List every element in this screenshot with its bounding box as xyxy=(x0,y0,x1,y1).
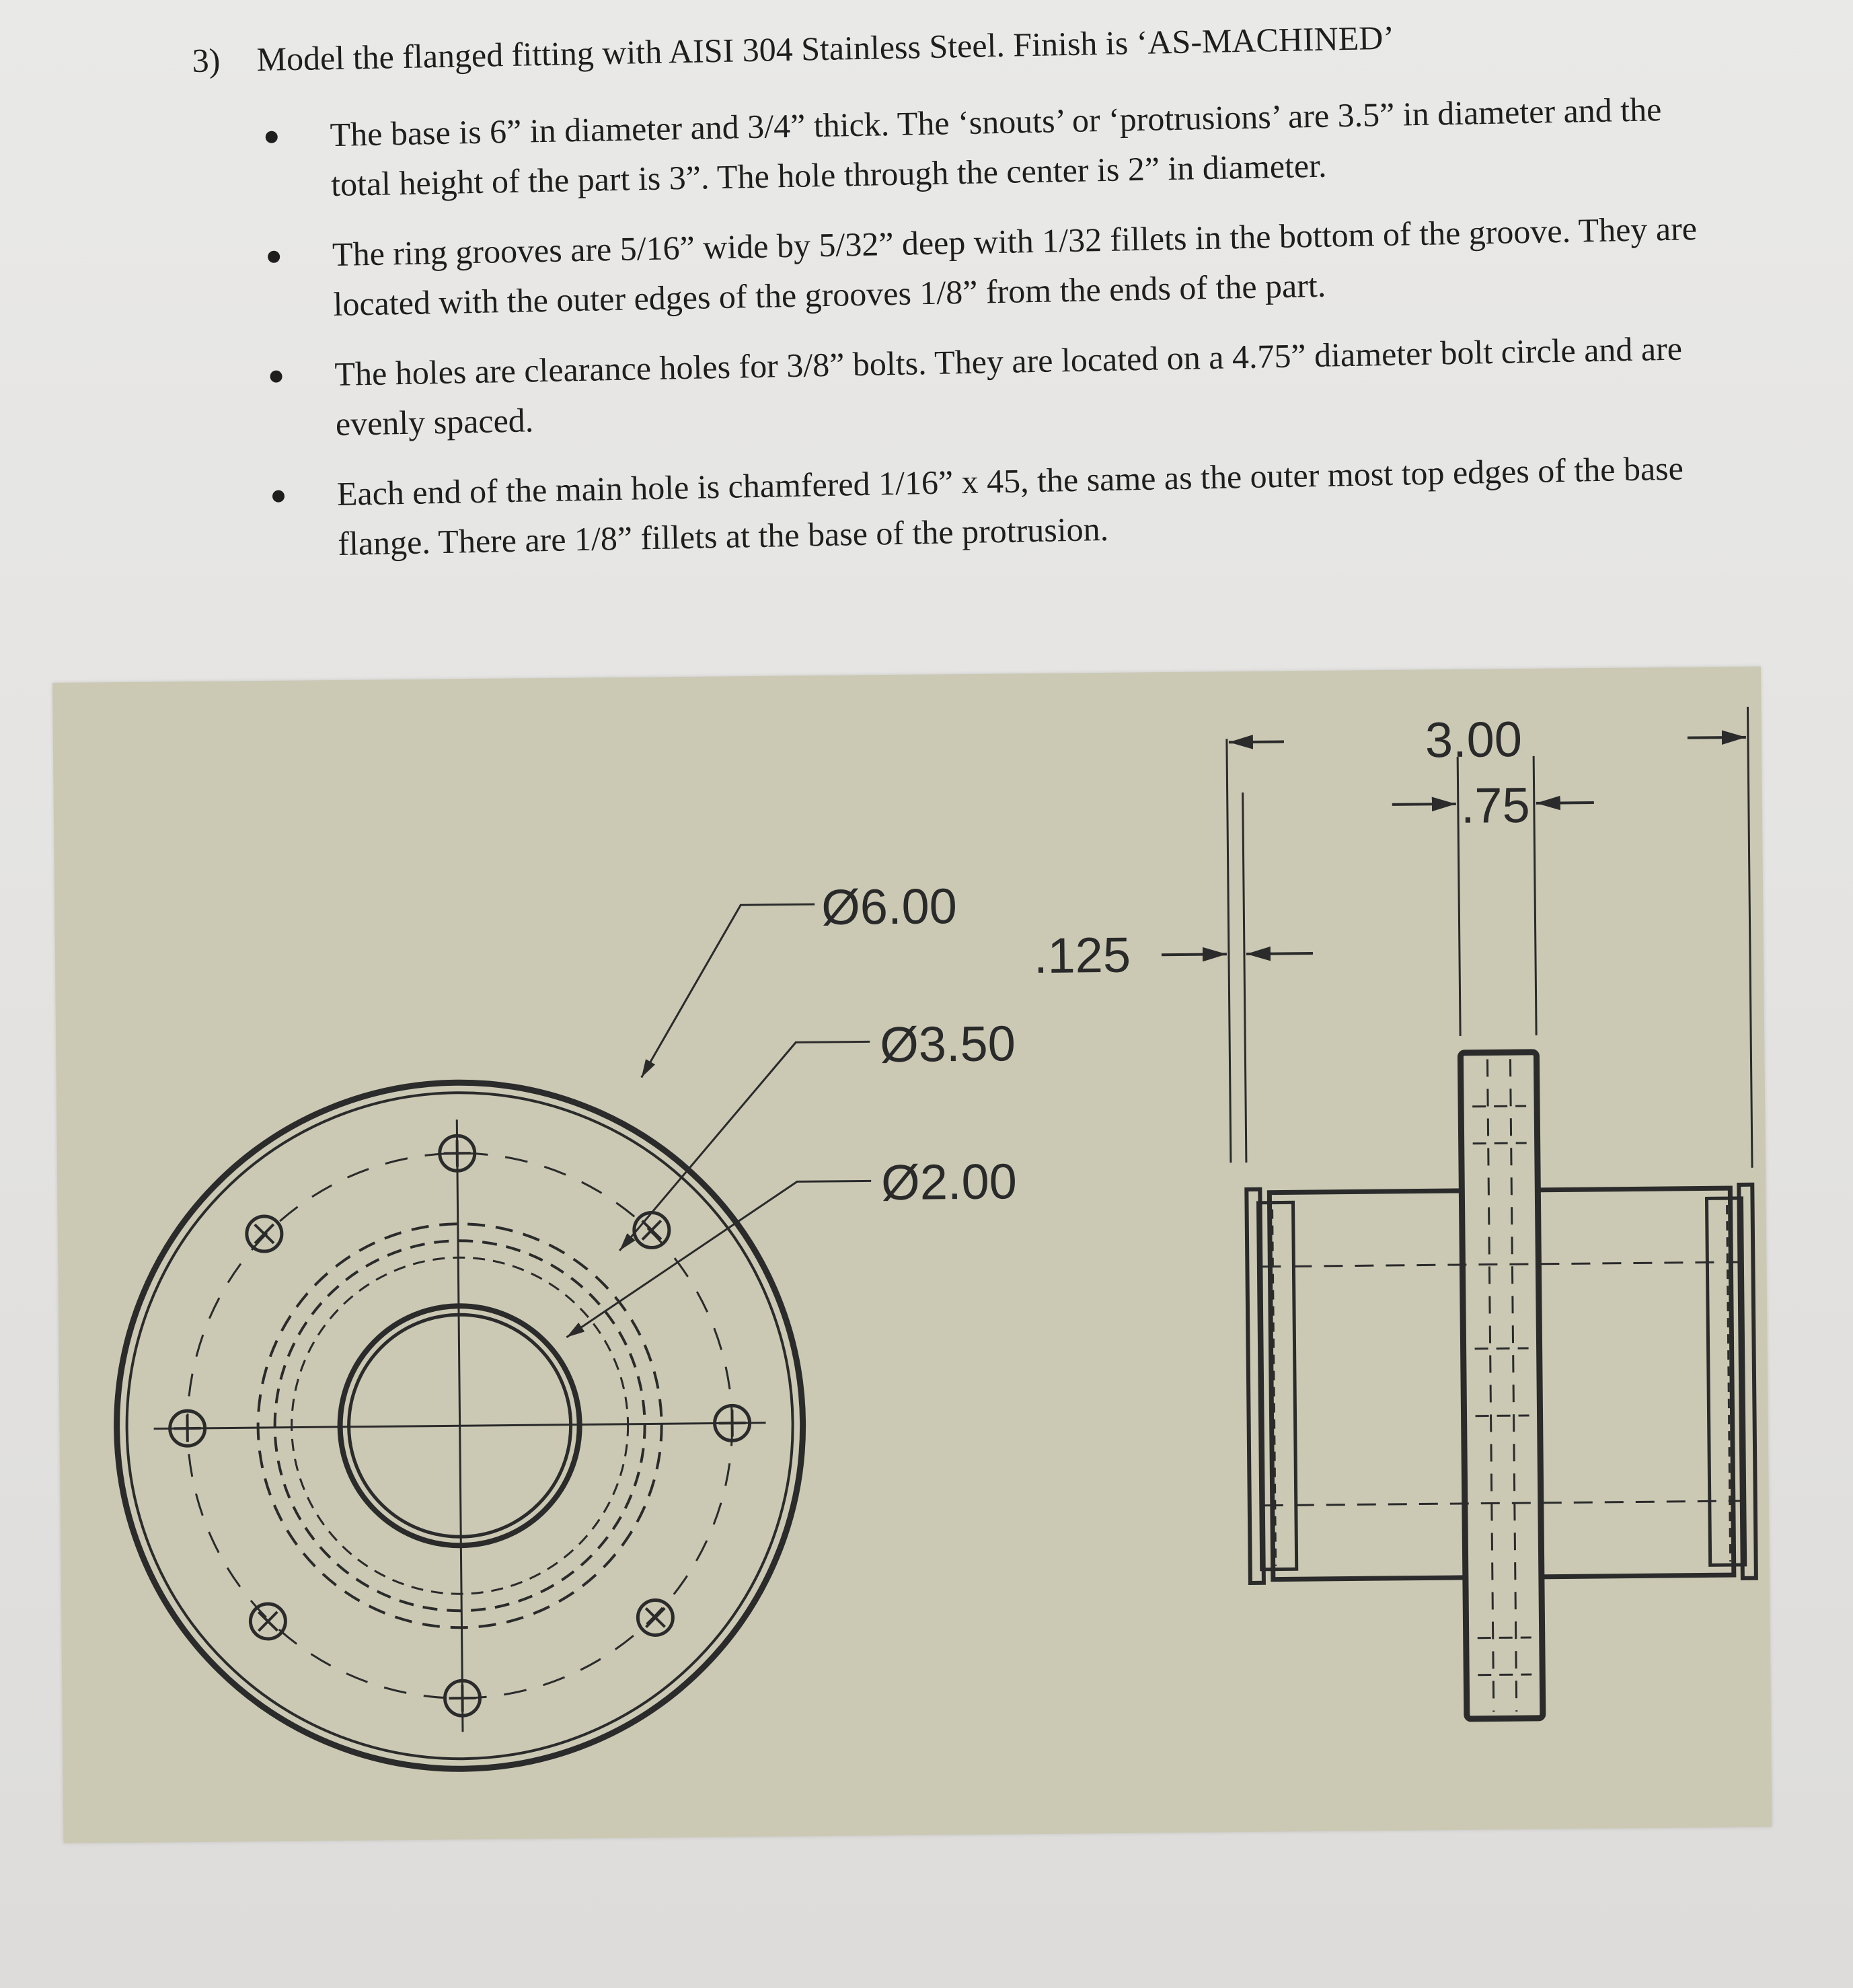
bolt-hole-bottom xyxy=(445,1681,480,1716)
dim-line-total-right xyxy=(1688,737,1746,738)
left-snout xyxy=(1269,1191,1466,1580)
flange-hidden-mark-4 xyxy=(1478,1674,1531,1675)
bullet-icon xyxy=(268,251,280,263)
dim-line-flange-left xyxy=(1392,804,1456,805)
flange-thickness-label: .75 xyxy=(1460,776,1531,834)
side-view xyxy=(1160,707,1757,1722)
bolt-hole-upper-right xyxy=(634,1212,669,1247)
bolt-hole-lower-right xyxy=(638,1600,673,1635)
list-item xyxy=(267,323,1701,450)
extension-line-groove xyxy=(1243,793,1246,1163)
question-text: Model the flanged fitting with AISI 304 Stainless Steel. Finish is ‘AS-MACHINED’ xyxy=(256,18,1395,79)
right-snout xyxy=(1538,1188,1734,1577)
drawing-canvas xyxy=(52,667,1772,1843)
bolt-hole-top xyxy=(439,1136,474,1171)
requirements-list xyxy=(262,83,1704,590)
bolt-hidden-line-right xyxy=(1510,1059,1516,1711)
list-item-text: The ring grooves are 5/16” wide by 5/32” deep with 1/32 fillets in the bottom of the groove. They are located with the outer edges of the grooves 1/8” from the ends of the part. xyxy=(332,209,1698,324)
flange-hidden-mark-5 xyxy=(1475,1348,1529,1349)
bore-hidden-line-top xyxy=(1262,1262,1738,1267)
bullet-icon xyxy=(272,490,285,502)
question-heading xyxy=(192,7,1739,84)
flange-hidden-mark-1 xyxy=(1472,1106,1526,1107)
list-item-text: The holes are clearance holes for 3/8” bolts. They are located on a 4.75” diameter bolt circle and are evenly spaced. xyxy=(334,329,1683,443)
bore-hidden-line-bottom xyxy=(1264,1501,1741,1506)
question-number: 3) xyxy=(192,41,221,79)
extension-line-flange-left xyxy=(1458,757,1460,1036)
flange-body xyxy=(1460,1052,1542,1719)
flange-hidden-mark-2 xyxy=(1473,1143,1527,1144)
dim-line-total-left xyxy=(1229,741,1284,742)
list-item xyxy=(269,443,1703,570)
list-item-text: The base is 6” in diameter and 3/4” thick. The ‘snouts’ or ‘protrusions’ are 3.5” in diameter and the total height of the part is 3”. The hole through the center is 2” in diameter. xyxy=(330,90,1662,204)
bullet-icon xyxy=(266,131,278,143)
engineering-drawing xyxy=(52,667,1772,1843)
list-item xyxy=(262,83,1696,211)
flange-hidden-mark-6 xyxy=(1476,1415,1529,1416)
list-item xyxy=(264,203,1698,330)
extension-line-right-end xyxy=(1747,707,1752,1168)
snout-diameter-label: Ø3.50 xyxy=(879,1015,1016,1073)
bolt-hole-lower-left xyxy=(250,1604,285,1639)
bolt-hole-left xyxy=(169,1411,204,1446)
bolt-hole-upper-left xyxy=(247,1216,282,1251)
dim-line-groove-left xyxy=(1162,954,1227,955)
extension-line-left-end xyxy=(1227,739,1231,1163)
front-view xyxy=(112,904,876,1772)
bolt-hole-right xyxy=(714,1405,749,1440)
flange-hidden-mark-3 xyxy=(1478,1637,1531,1638)
dim-line-groove-right xyxy=(1246,953,1313,954)
leader-outer-diameter xyxy=(640,904,816,1077)
bullet-icon xyxy=(270,371,282,383)
list-item-text: Each end of the main hole is chamfered 1/16” x 45, the same as the outer most top edges of the base flange. There are 1/8” fillets at the base of the protrusion. xyxy=(336,449,1684,562)
outer-diameter-label: Ø6.00 xyxy=(821,878,958,936)
extension-line-flange-right xyxy=(1534,756,1536,1035)
bolt-hidden-line-left xyxy=(1487,1060,1493,1712)
total-height-label: 3.00 xyxy=(1425,711,1523,768)
hole-diameter-label: Ø2.00 xyxy=(880,1153,1018,1211)
groove-offset-label: .125 xyxy=(1033,926,1131,984)
